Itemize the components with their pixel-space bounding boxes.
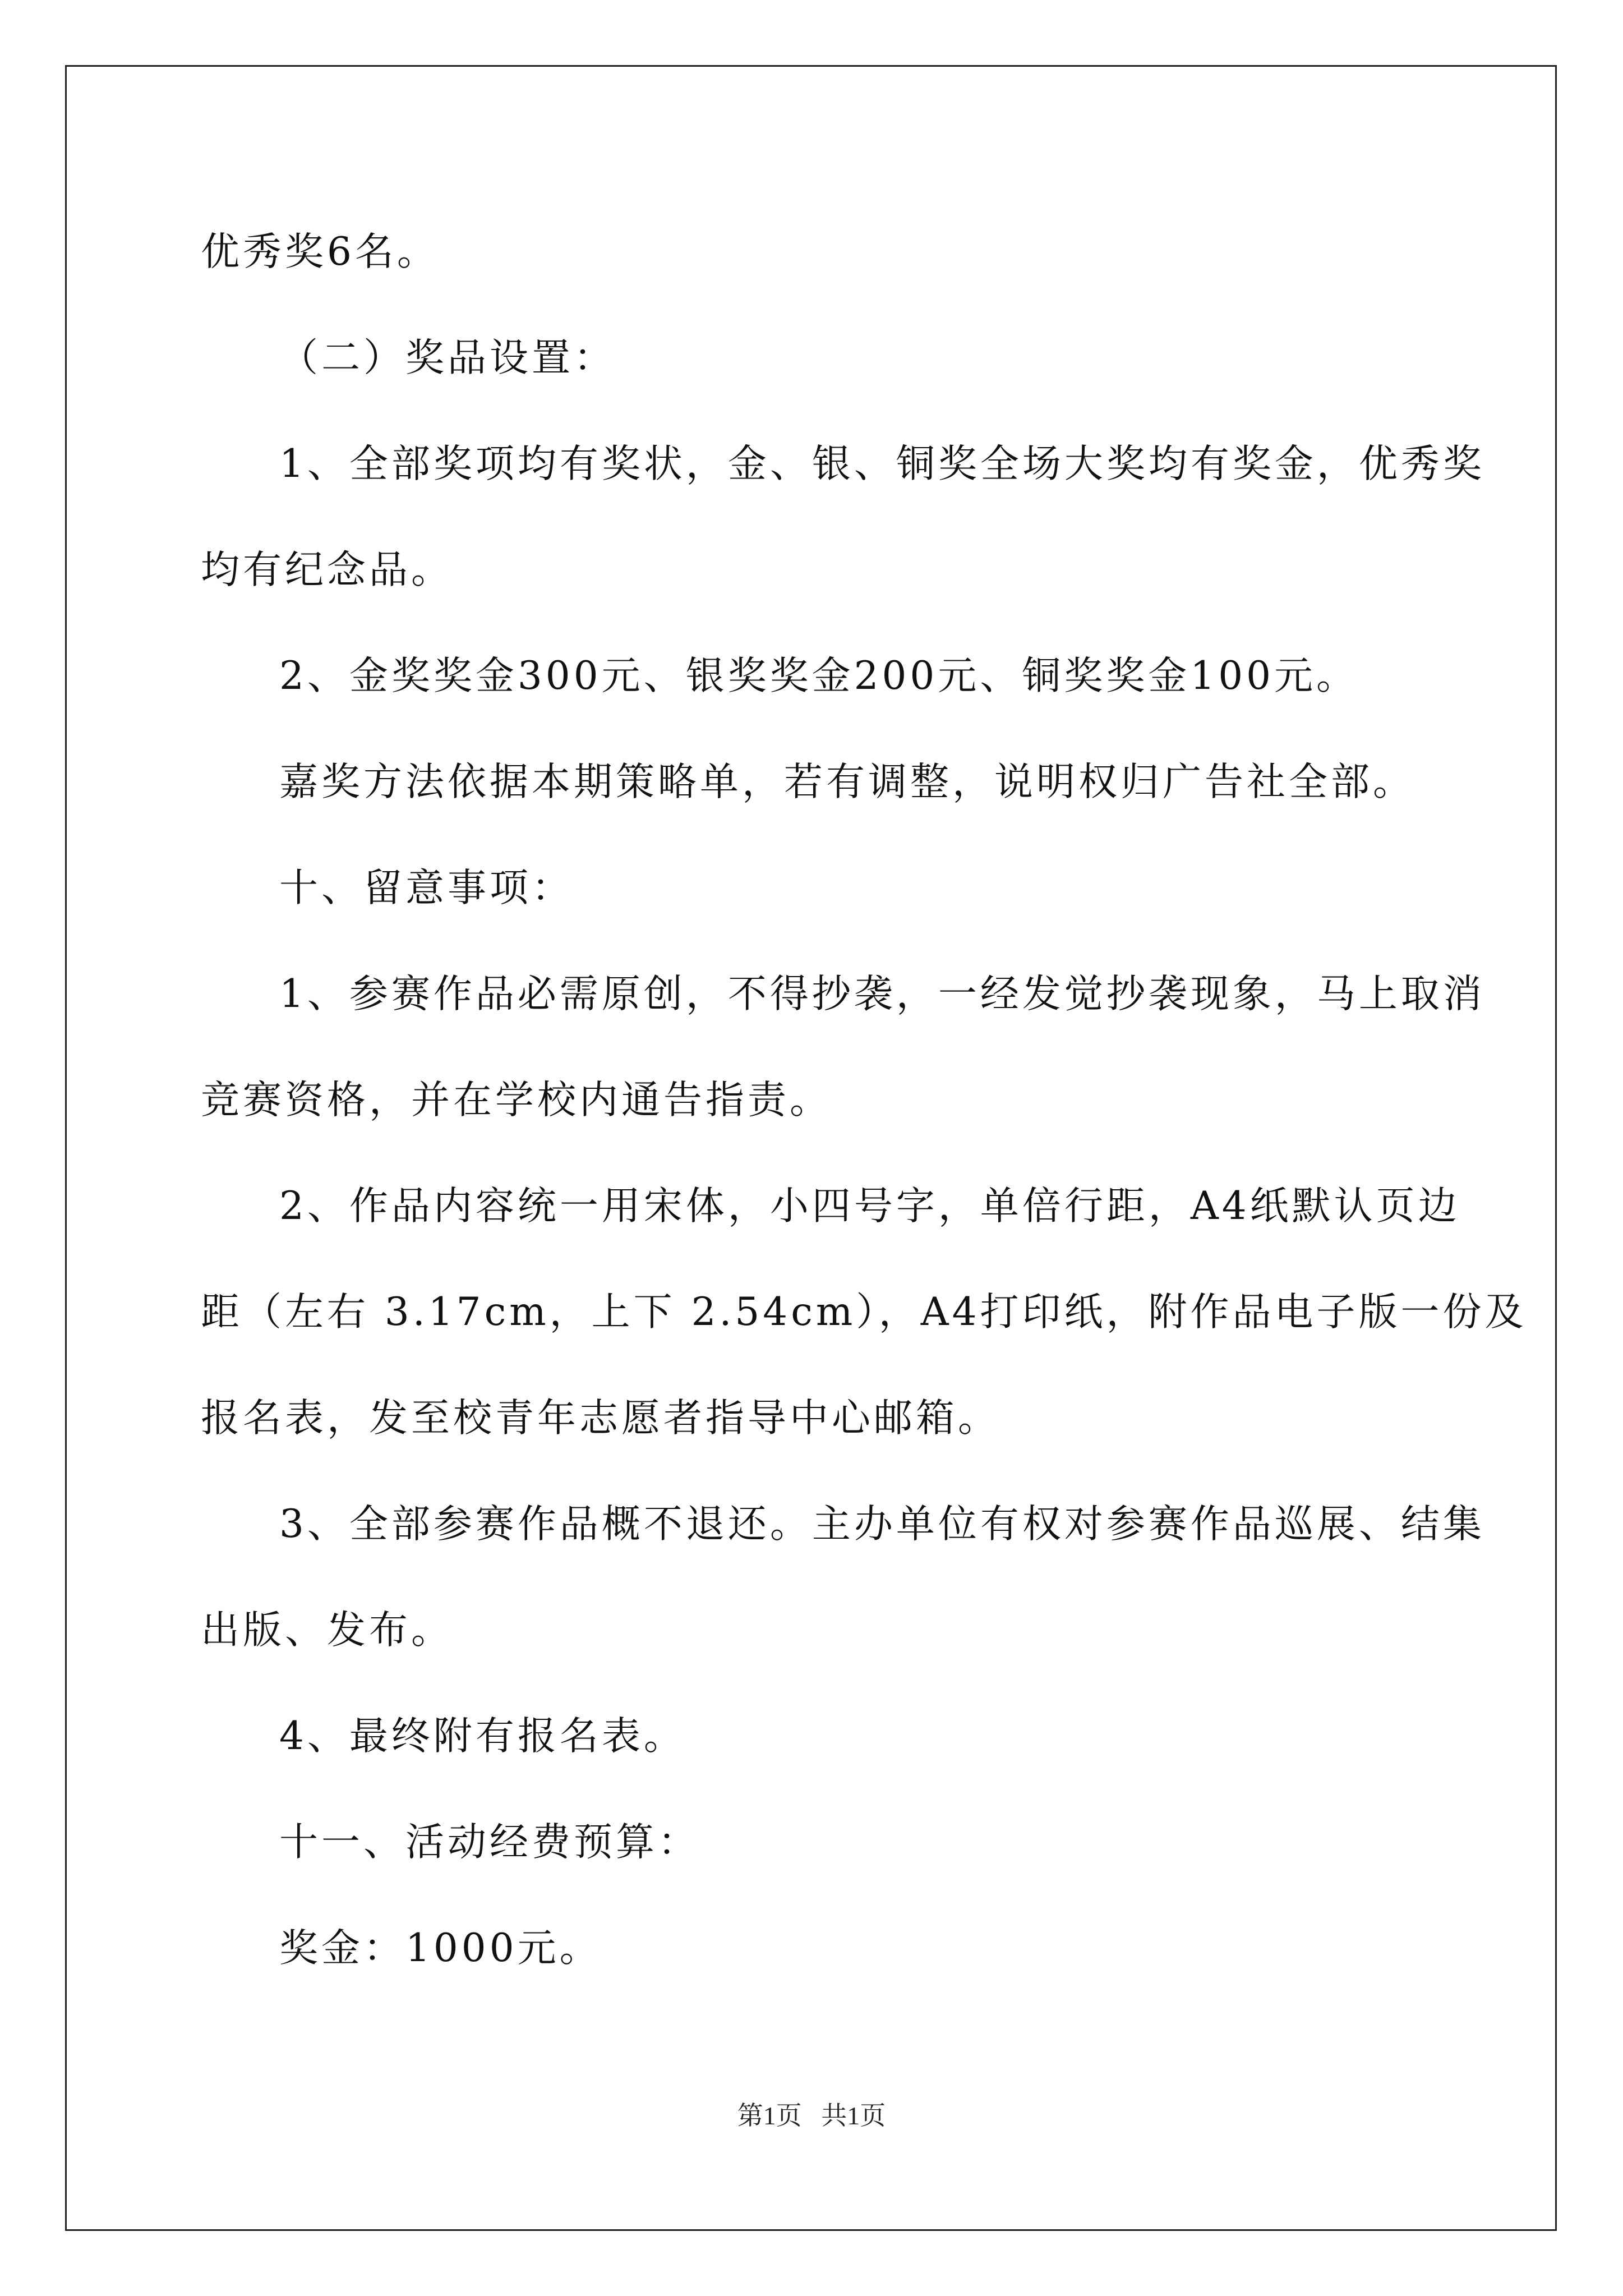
text-line: 2、作品内容统一用宋体，小四号字，单倍行距，A4纸默认页边	[279, 1184, 1460, 1228]
section-heading: 十一、活动经费预算：	[279, 1820, 700, 1865]
page-border	[65, 65, 1557, 2231]
section-heading: 十、留意事项：	[279, 866, 574, 910]
page-number-footer: 第1页 共1页	[737, 2101, 886, 2130]
text-line: 1、参赛作品必需原创，不得抄袭，一经发觉抄袭现象，马上取消	[279, 972, 1485, 1016]
text-line: 奖金：1000元。	[279, 1926, 602, 1971]
section-heading: （二）奖品设置：	[279, 335, 616, 380]
text-line: 报名表，发至校青年志愿者指导中心邮箱。	[201, 1396, 1000, 1441]
text-line: 均有纪念品。	[201, 547, 453, 592]
text-line: 4、最终附有报名表。	[279, 1714, 686, 1759]
text-line: 距（左右 3.17cm，上下 2.54cm），A4打印纸，附作品电子版一份及	[201, 1290, 1527, 1335]
text-line: 竞赛资格，并在学校内通告指责。	[201, 1078, 832, 1122]
text-line: 3、全部参赛作品概不退还。主办单位有权对参赛作品巡展、结集	[279, 1502, 1485, 1547]
text-line: 1、全部奖项均有奖状，金、银、铜奖全场大奖均有奖金，优秀奖	[279, 441, 1485, 486]
text-line: 出版、发布。	[201, 1608, 453, 1653]
text-line: 优秀奖6名。	[201, 229, 439, 274]
text-line: 2、金奖奖金300元、银奖奖金200元、铜奖奖金100元。	[279, 654, 1358, 698]
text-line: 嘉奖方法依据本期策略单，若有调整，说明权归广告社全部。	[279, 760, 1415, 804]
